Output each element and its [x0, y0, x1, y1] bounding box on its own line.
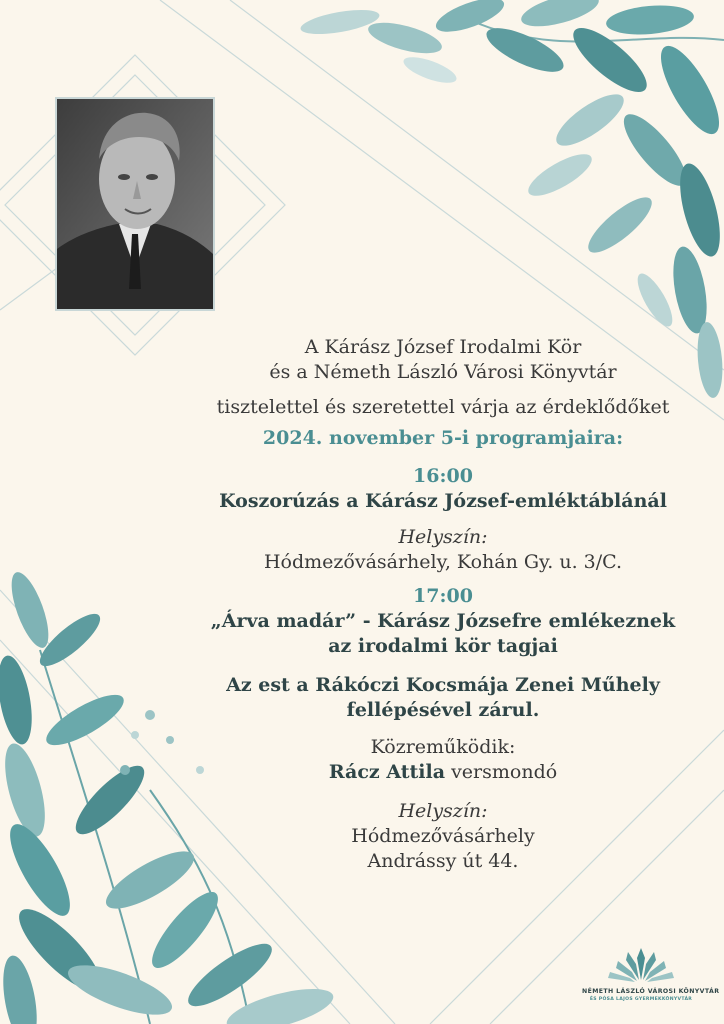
book-fan-icon: [606, 944, 676, 984]
event-2-time: 17:00: [413, 585, 473, 607]
invitation-line: tisztelettel és szeretettel várja az érdeklődőket: [216, 396, 670, 418]
performer-line: [200, 760, 686, 785]
organizer-line-1: A Kárász József Irodalmi Kör: [304, 336, 582, 358]
event-2-closing-line-2: fellépésével zárul.: [346, 699, 540, 721]
invitation-text: [200, 335, 686, 874]
performer-name: Rácz Attila: [328, 761, 446, 783]
event-1-venue: Hódmezővásárhely, Kohán Gy. u. 3/C.: [263, 551, 623, 573]
logo-line-1: NÉMETH LÁSZLÓ VÁROSI KÖNYVTÁR: [582, 988, 720, 995]
performer-label: Közreműködik:: [370, 736, 516, 758]
event-1-title: Koszorúzás a Kárász József-emléktáblánál: [219, 490, 667, 512]
event-2-title-line-1: „Árva madár” - Kárász Józsefre emlékeznek: [210, 610, 676, 632]
event-2-venue-label: Helyszín:: [398, 800, 488, 822]
library-logo: [582, 944, 720, 1002]
portrait-illustration: [57, 99, 213, 309]
event-2-title-line-2: az irodalmi kör tagjai: [328, 635, 558, 657]
event-2-closing-line-1: Az est a Rákóczi Kocsmája Zenei Műhely: [226, 674, 660, 696]
logo-line-2: ÉS PÓSA LAJOS GYERMEKKÖNYVTÁR: [589, 997, 693, 1002]
event-2-venue-line-2: Andrássy út 44.: [367, 850, 519, 872]
event-1-venue-label: Helyszín:: [398, 526, 488, 548]
event-1-time: 16:00: [413, 465, 473, 487]
portrait-photo: [55, 97, 215, 311]
event-date: 2024. november 5-i programjaira:: [262, 427, 624, 449]
event-2-venue-line-1: Hódmezővásárhely: [351, 825, 535, 847]
performer-role: versmondó: [445, 761, 558, 783]
organizer-line-2: és a Németh László Városi Könyvtár: [269, 361, 617, 383]
